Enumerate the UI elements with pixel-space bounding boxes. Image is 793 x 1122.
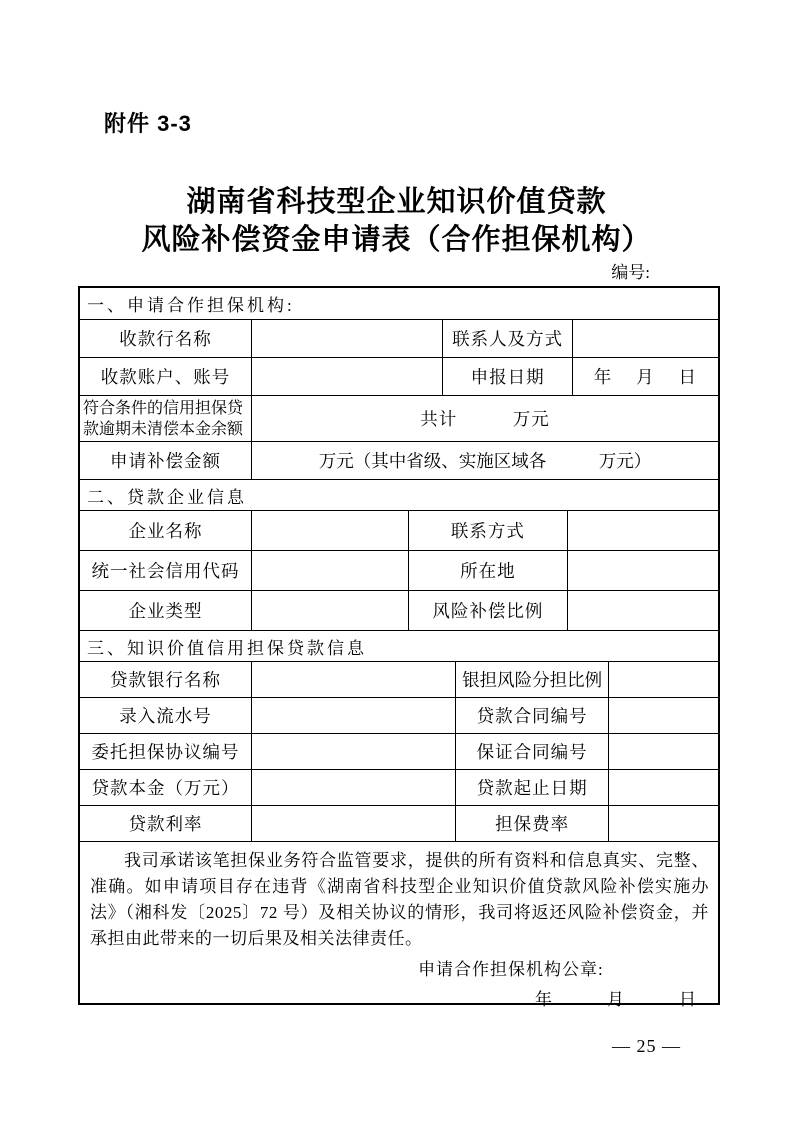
lending-bank-name-value-cell <box>251 662 455 697</box>
bank-guarantee-risk-share-ratio-value-cell <box>608 662 718 697</box>
enterprise-name-value-cell <box>251 511 408 550</box>
enterprise-name-label: 企业名称 <box>128 521 203 541</box>
requested-compensation-amount-label: 申请补偿金额 <box>109 451 221 471</box>
requested-compensation-amount-cell: 万元（其中省级、实施区域各 万元） <box>251 442 718 479</box>
payee-bank-name-label: 收款行名称 <box>119 329 212 349</box>
seal-label: 申请合作担保机构公章: <box>418 960 604 979</box>
guarantee-fee-rate-label: 担保费率 <box>455 806 608 841</box>
application-form-table <box>78 286 720 1009</box>
entry-serial-number-label: 录入流水号 <box>119 706 212 726</box>
payee-bank-name-value-cell <box>251 320 442 357</box>
risk-compensation-ratio-value-cell <box>567 591 718 630</box>
guarantee-fee-rate-value-cell <box>608 806 718 841</box>
loan-contract-number-label: 贷款合同编号 <box>455 698 608 733</box>
signature-date-line: 年 月 日 <box>535 990 697 1009</box>
overdue-principal-total-cell: 共计 万元 <box>251 396 718 441</box>
bank-guarantee-risk-share-ratio-label: 银担风险分担比例 <box>455 662 608 697</box>
table-row <box>80 395 718 441</box>
loan-interest-rate-value-cell <box>251 806 455 841</box>
entrusted-guarantee-agreement-number-label: 委托担保协议编号 <box>91 742 240 762</box>
section3-header: 三、知识价值信用担保贷款信息 <box>87 638 367 658</box>
table-row <box>80 733 718 769</box>
declaration-date-value-cell: 年 月 日 <box>572 358 718 395</box>
unified-social-credit-code-value-cell <box>251 551 408 590</box>
section1-header-row <box>80 288 718 319</box>
enterprise-type-value-cell <box>251 591 408 630</box>
guarantee-contract-number-value-cell <box>608 734 718 769</box>
contact-person-value-cell <box>572 320 718 357</box>
contact-info-label: 联系方式 <box>408 511 567 550</box>
document-title-line1: 湖南省科技型企业知识价值贷款 <box>186 186 607 218</box>
overdue-principal-balance-label: 符合条件的信用担保贷款逾期未清偿本金余额 <box>83 399 244 438</box>
entrusted-guarantee-agreement-number-value-cell <box>251 734 455 769</box>
loan-start-end-date-label: 贷款起止日期 <box>455 770 608 805</box>
document-title <box>0 183 793 259</box>
unified-social-credit-code-label: 统一社会信用代码 <box>91 561 240 581</box>
loan-start-end-date-value-cell <box>608 770 718 805</box>
page-number: — 25 — <box>612 1036 681 1056</box>
table-row <box>80 357 718 395</box>
payee-account-value-cell <box>251 358 442 395</box>
enterprise-type-label: 企业类型 <box>128 601 203 621</box>
section2-header-row <box>80 479 718 510</box>
contact-info-value-cell <box>567 511 718 550</box>
declaration-date-label: 申报日期 <box>442 358 572 395</box>
location-value-cell <box>567 551 718 590</box>
document-title-line2: 风险补偿资金申请表（合作担保机构） <box>141 224 652 256</box>
declaration-cell <box>80 841 718 1014</box>
table-row <box>80 441 718 479</box>
location-label: 所在地 <box>408 551 567 590</box>
form-number-label: 编号: <box>611 263 650 282</box>
table-row <box>80 661 718 697</box>
section2-header: 二、贷款企业信息 <box>87 487 247 507</box>
lending-bank-name-label: 贷款银行名称 <box>109 670 221 690</box>
table-row <box>80 769 718 805</box>
guarantee-contract-number-label: 保证合同编号 <box>455 734 608 769</box>
entry-serial-number-value-cell <box>251 698 455 733</box>
payee-account-label: 收款账户、账号 <box>100 367 231 387</box>
section3-header-row <box>80 630 718 661</box>
loan-interest-rate-label: 贷款利率 <box>128 814 203 834</box>
loan-principal-label: 贷款本金（万元） <box>91 778 240 798</box>
table-row <box>80 319 718 357</box>
loan-contract-number-value-cell <box>608 698 718 733</box>
table-row <box>80 805 718 841</box>
loan-principal-value-cell <box>251 770 455 805</box>
risk-compensation-ratio-label: 风险补偿比例 <box>408 591 567 630</box>
section1-header: 一、申请合作担保机构: <box>87 296 295 315</box>
attachment-label: 附件 3-3 <box>104 111 192 136</box>
table-row <box>80 550 718 590</box>
contact-person-label: 联系人及方式 <box>442 320 572 357</box>
table-row <box>80 697 718 733</box>
table-row <box>80 510 718 550</box>
table-row <box>80 590 718 630</box>
declaration-text: 我司承诺该笔担保业务符合监管要求，提供的所有资料和信息真实、完整、准确。如申请项目存在违背《湖南省科技型企业知识价值贷款风险补偿实施办法》（湘科发〔2025〕72 号）及相关协议的情形，我司将返还风险补偿资金，并承担由此带来的一切后果及相关法律责任。 <box>90 851 709 948</box>
